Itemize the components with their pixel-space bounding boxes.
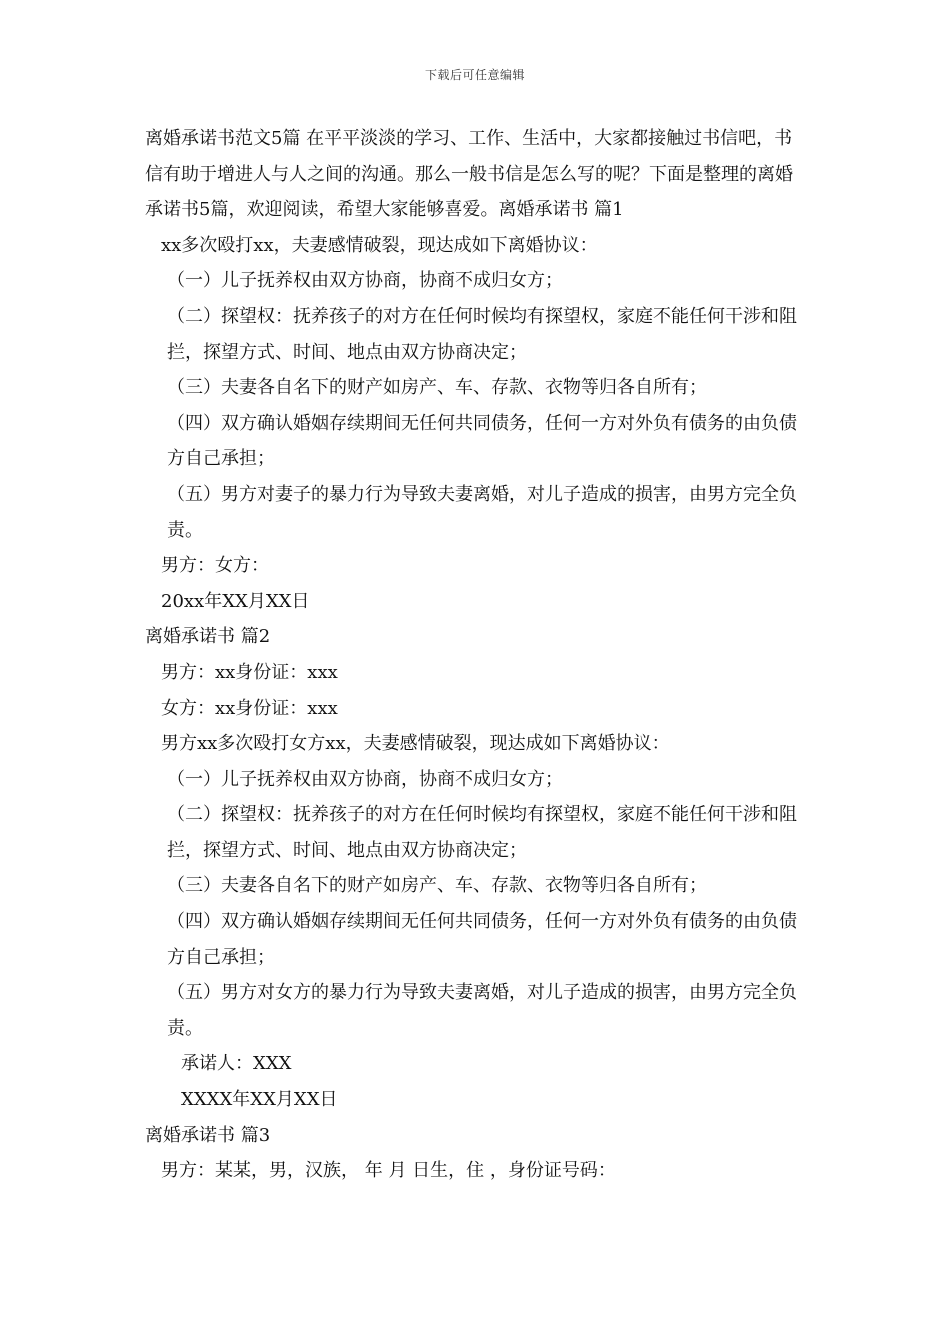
clause-1: （一）儿子抚养权由双方协商，协商不成归女方；	[167, 768, 563, 790]
clause-3: （三）夫妻各自名下的财产如房产、车、存款、衣物等归各自所有；	[167, 377, 707, 399]
date-line: 20xx年XX月XX日	[161, 590, 310, 612]
clause-3: （三）夫妻各自名下的财产如房产、车、存款、衣物等归各自所有；	[167, 875, 707, 897]
promisor-line: 承诺人：XXX	[181, 1053, 292, 1075]
agreement-intro: xx多次殴打xx，夫妻感情破裂，现达成如下离婚协议：	[161, 234, 598, 256]
signature-line: 男方：女方：	[161, 555, 269, 577]
clause-4: （四）双方确认婚姻存续期间无任何共同债务，任何一方对外负有债务的由负债方自己承担；	[167, 911, 797, 968]
party-line-male: 男方：xx身份证：xxx	[161, 661, 338, 683]
clause-2: （二）探望权：抚养孩子的对方在任何时候均有探望权，家庭不能任何干涉和阻拦，探望方式、时间、地点由双方协商决定；	[167, 305, 797, 363]
party-line-male: 男方：某某，男，汉族， 年 月 日生，住 ，身份证号码：	[161, 1160, 616, 1182]
section-heading: 离婚承诺书 篇2	[145, 626, 271, 648]
clause-2: （二）探望权：抚养孩子的对方在任何时候均有探望权，家庭不能任何干涉和阻拦，探望方式、时间、地点由双方协商决定；	[167, 804, 797, 861]
section-heading: 离婚承诺书 篇3	[145, 1124, 271, 1146]
clause-5: （五）男方对妻子的暴力行为导致夫妻离婚，对儿子造成的损害，由男方完全负责。	[167, 483, 797, 541]
page-header: 下载后可任意编辑	[424, 68, 525, 82]
intro-paragraph: 离婚承诺书范文5篇 在平平淡淡的学习、工作、生活中，大家都接触过书信吧，书信有助于增进人与人之间的沟通。那么一般书信是怎么写的呢？下面是整理的离婚承诺书5篇，欢迎阅读，希望大家能够喜爱。离婚承诺书 篇1	[145, 128, 793, 221]
date-line: XXXX年XX月XX日	[181, 1089, 338, 1111]
clause-5: （五）男方对女方的暴力行为导致夫妻离婚，对儿子造成的损害，由男方完全负责。	[167, 982, 797, 1039]
document-body	[145, 121, 807, 1189]
agreement-intro: 男方xx多次殴打女方xx，夫妻感情破裂，现达成如下离婚协议：	[161, 733, 670, 755]
clause-1: （一）儿子抚养权由双方协商，协商不成归女方；	[167, 270, 563, 292]
clause-4: （四）双方确认婚姻存续期间无任何共同债务，任何一方对外负有债务的由负债方自己承担；	[167, 412, 797, 470]
party-line-female: 女方：xx身份证：xxx	[161, 697, 338, 719]
